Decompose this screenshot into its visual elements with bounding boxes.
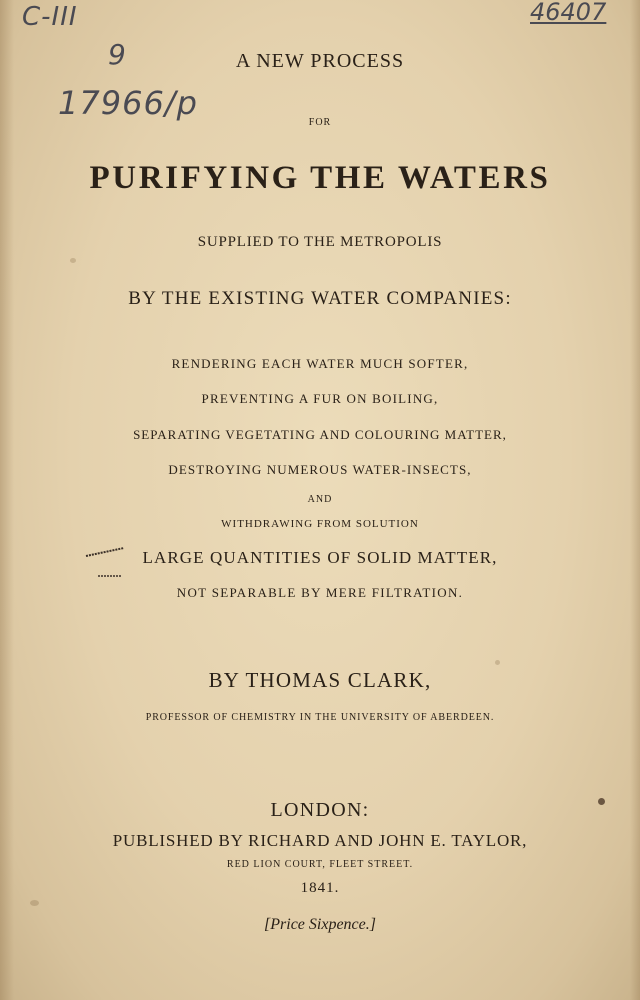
author-affiliation: PROFESSOR OF CHEMISTRY IN THE UNIVERSITY OF ABERDEEN.	[145, 712, 495, 723]
publication-city: LONDON:	[270, 799, 370, 821]
publisher-line: PUBLISHED BY RICHARD AND JOHN E. TAYLOR,	[112, 831, 528, 850]
subtitle-water-companies: BY THE EXISTING WATER COMPANIES:	[128, 288, 512, 309]
foxing-spot	[70, 258, 76, 263]
feature-line-and: AND	[307, 494, 333, 505]
title-line-for: FOR	[308, 117, 332, 128]
main-title: PURIFYING THE WATERS	[89, 160, 551, 196]
feature-line: PREVENTING A FUR ON BOILING,	[201, 391, 439, 406]
title-line-a-new-process: A NEW PROCESS	[235, 50, 405, 72]
price-note: [Price Sixpence.]	[264, 916, 376, 933]
publication-year: 1841.	[300, 880, 340, 896]
handwritten-shelfmark: C-III	[22, 2, 78, 32]
ink-flourish-decoration	[84, 546, 128, 580]
foxing-spot	[30, 900, 39, 906]
feature-line: RENDERING EACH WATER MUCH SOFTER,	[171, 356, 469, 371]
handwritten-catalogue-mark: 17966/p	[58, 84, 198, 122]
foxing-spot	[495, 660, 500, 665]
handwritten-number: 9	[108, 38, 126, 71]
subtitle-metropolis: SUPPLIED TO THE METROPOLIS	[197, 234, 443, 250]
feature-line-large: LARGE QUANTITIES OF SOLID MATTER,	[142, 548, 498, 567]
author-line: BY THOMAS CLARK,	[208, 668, 432, 692]
feature-line: NOT SEPARABLE BY MERE FILTRATION.	[176, 585, 464, 600]
handwritten-accession-number: 46407	[530, 0, 607, 26]
feature-line: DESTROYING NUMEROUS WATER-INSECTS,	[168, 462, 472, 477]
publisher-address: RED LION COURT, FLEET STREET.	[226, 859, 414, 870]
feature-line: WITHDRAWING FROM SOLUTION	[221, 518, 419, 530]
feature-line: SEPARATING VEGETATING AND COLOURING MATTER,	[133, 427, 507, 442]
